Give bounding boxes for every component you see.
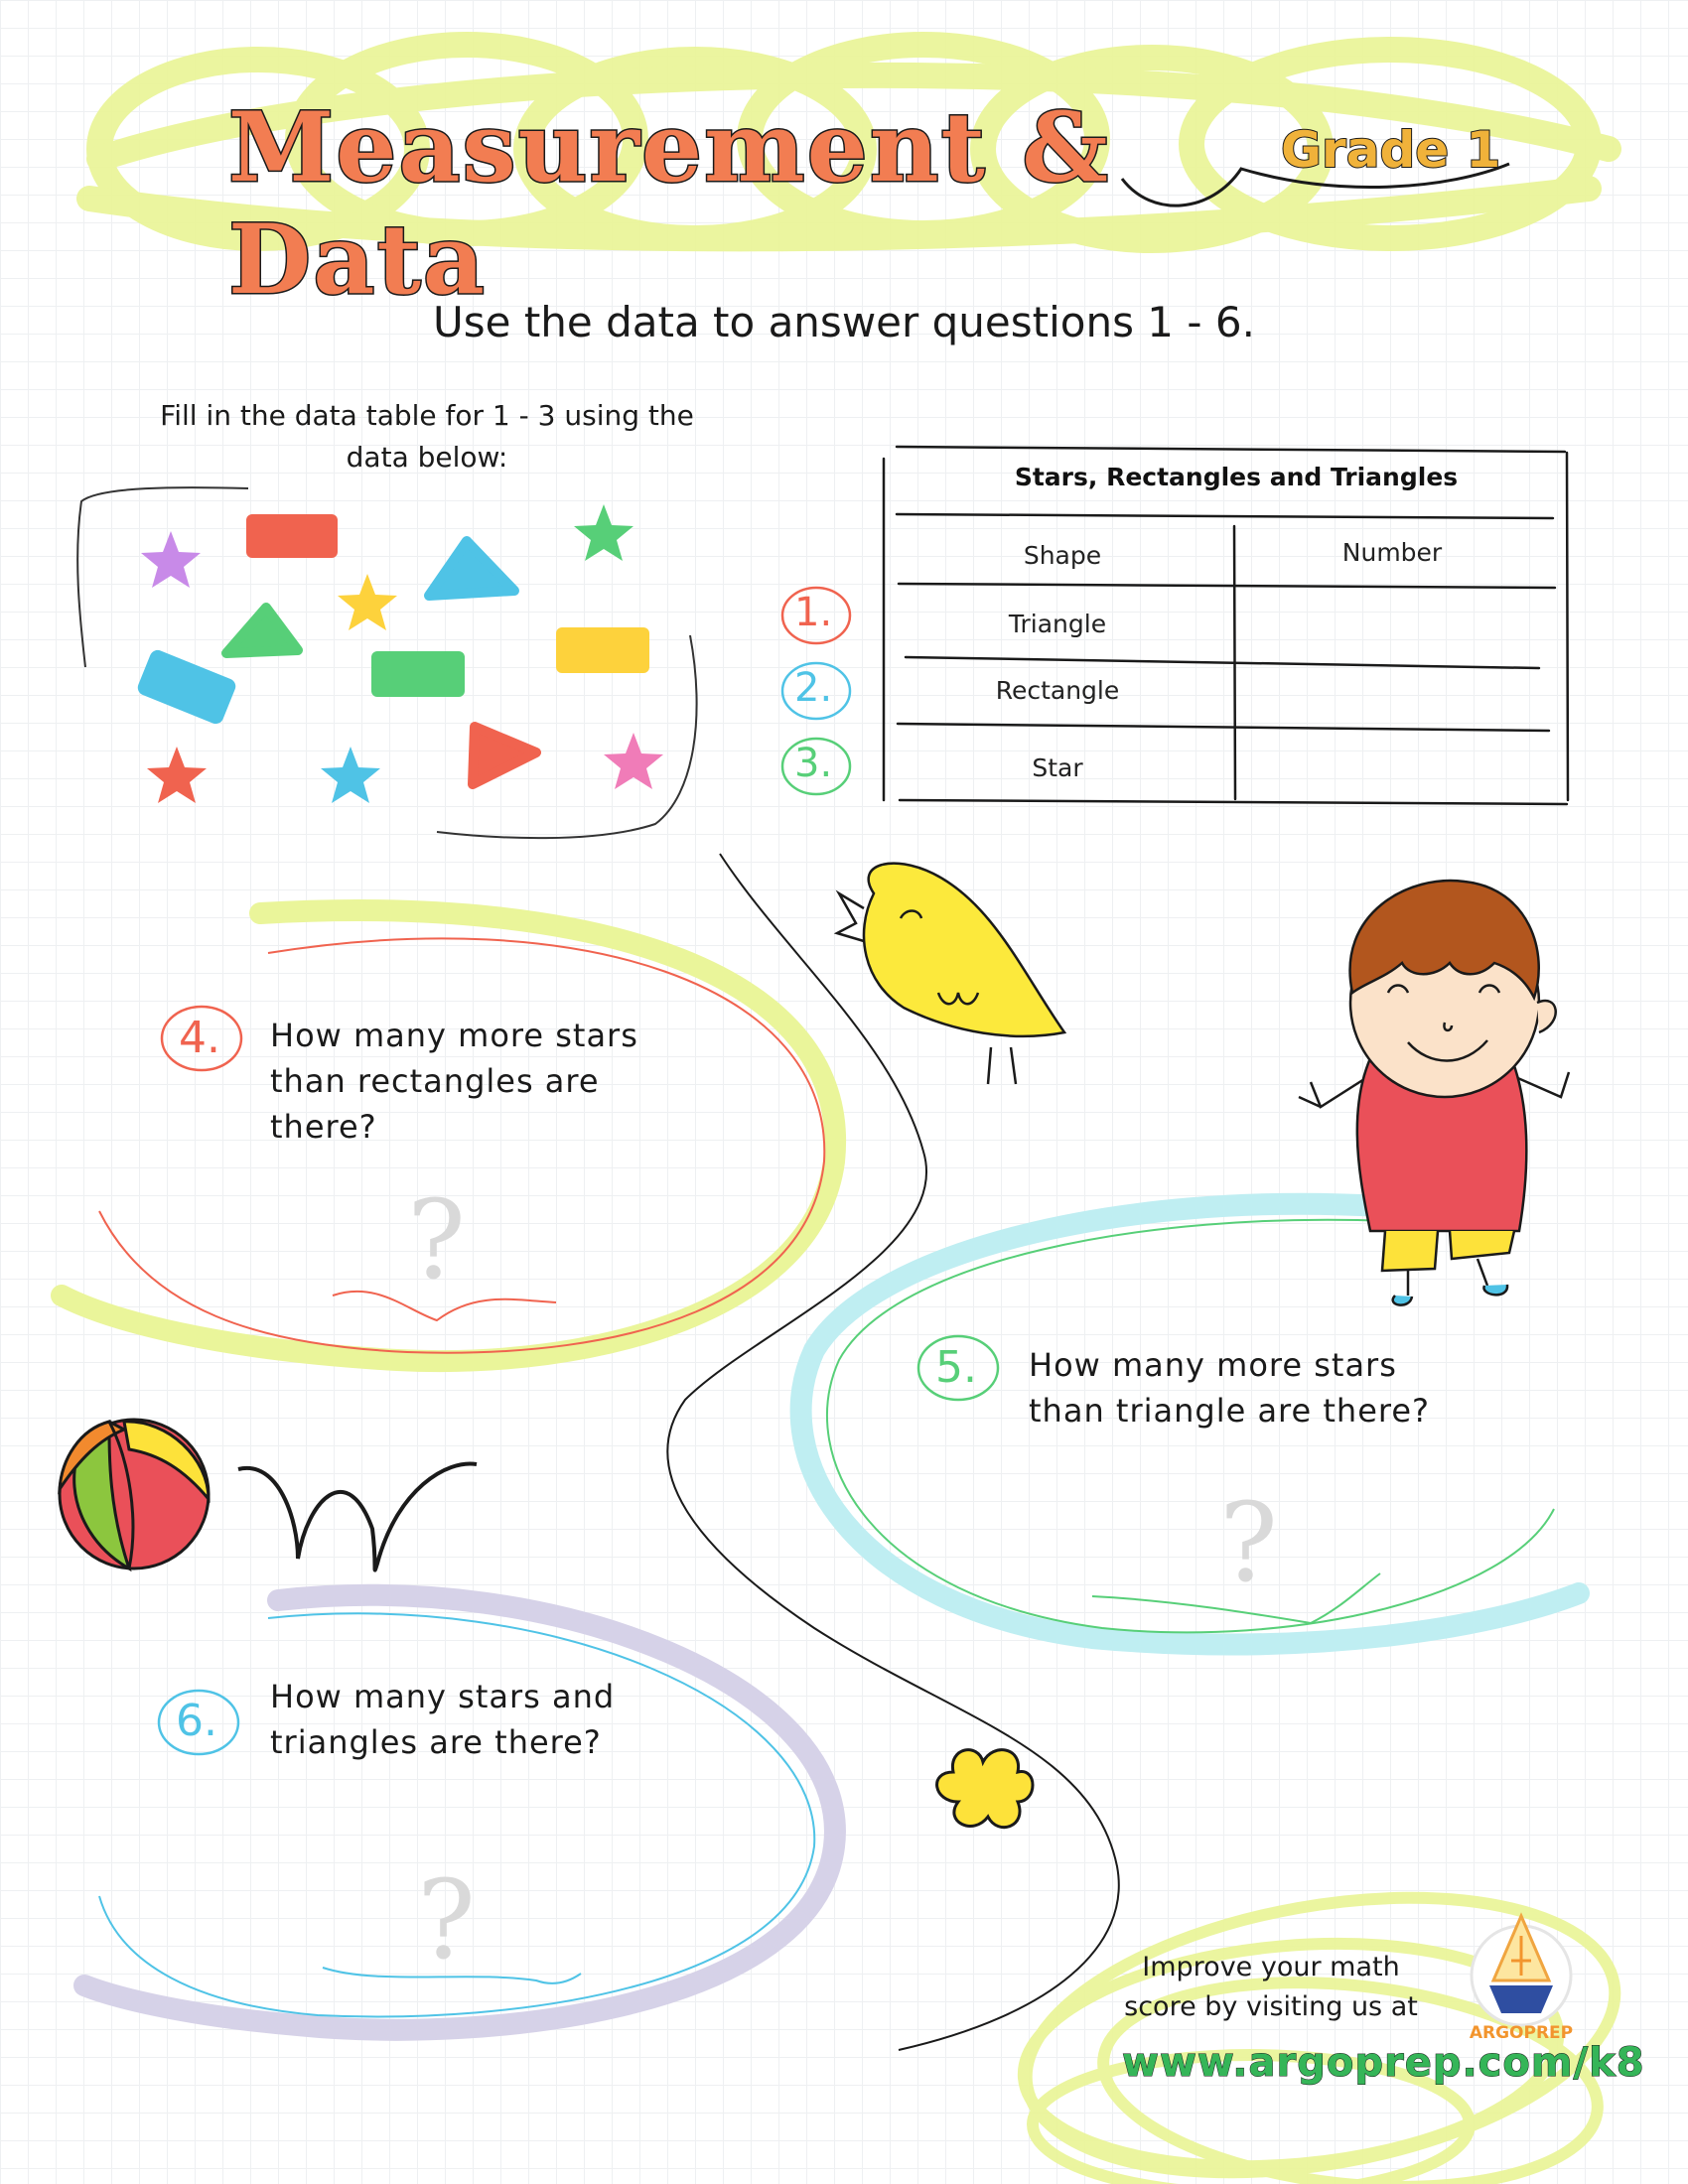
question-5-text: How many more stars than triangle are there? <box>1029 1346 1430 1430</box>
question-6-text: How many stars and triangles are there? <box>270 1678 616 1761</box>
question-6-hint: ? <box>417 1856 476 1983</box>
footer-url[interactable]: www.argoprep.com/k8 <box>1122 2040 1645 2086</box>
argoprep-logo <box>1472 1916 1571 2025</box>
bird-illustration <box>837 864 1064 1084</box>
row-number-2: 2. <box>794 665 833 711</box>
question-number-4: 4. <box>179 1013 220 1063</box>
bounce-lines <box>238 1463 477 1570</box>
table-header-shape: Shape <box>1023 541 1102 570</box>
boy-illustration <box>1299 881 1569 1305</box>
ball-illustration <box>60 1420 209 1569</box>
page-title: Measurement & Data <box>228 91 1110 316</box>
table-title: Stars, Rectangles and Triangles <box>1014 463 1459 491</box>
table-cell-star: Star <box>1032 753 1083 782</box>
grade-label: Grade 1 <box>1281 121 1501 179</box>
instructions: Use the data to answer questions 1 - 6. <box>433 298 1255 346</box>
row-number-3: 3. <box>794 741 833 786</box>
brand-label: ARGOPREP <box>1469 2023 1574 2043</box>
question-4-text: How many more stars than rectangles are there? <box>270 1017 638 1146</box>
question-number-5: 5. <box>935 1342 977 1393</box>
row-number-1: 1. <box>794 590 833 635</box>
table-header-number: Number <box>1341 538 1443 567</box>
table-cell-rectangle: Rectangle <box>995 676 1120 705</box>
fill-note: Fill in the data table for 1 - 3 using the data below: <box>160 399 694 474</box>
question-4-hint: ? <box>407 1176 466 1303</box>
question-5-hint: ? <box>1219 1479 1278 1606</box>
flower-illustration <box>937 1750 1033 1828</box>
footer-promo: Improve your math score by visiting us at <box>1124 1952 1418 2022</box>
table-cell-triangle: Triangle <box>1008 610 1107 638</box>
question-number-6: 6. <box>176 1696 217 1746</box>
